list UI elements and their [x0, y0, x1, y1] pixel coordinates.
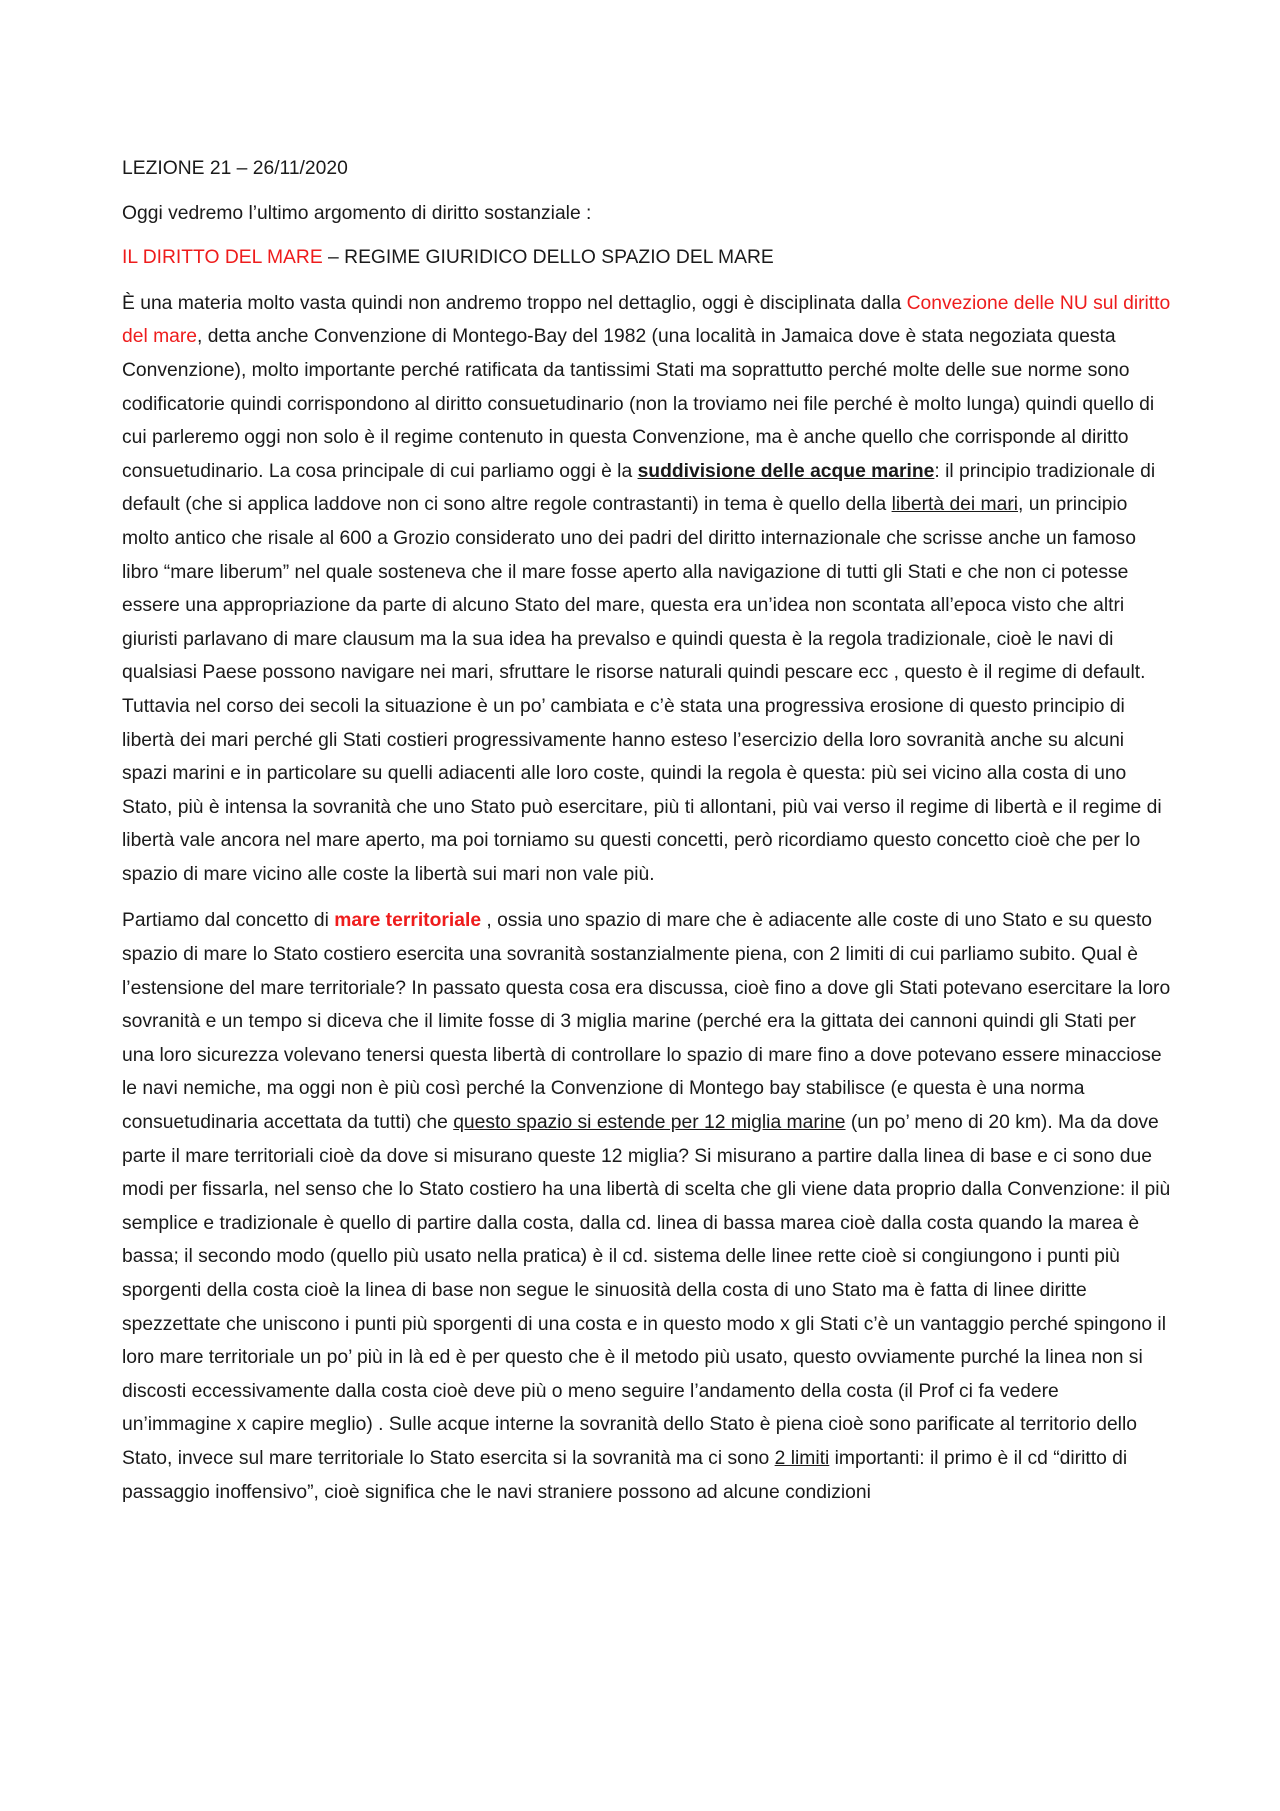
paragraph-1 — [122, 287, 1172, 892]
paragraph-2-text-b: , ossia uno spazio di mare che è adiacente alle coste di uno Stato e su questo spazio di mare lo Stato costiero esercita una sovranità sostanzialmente piena, con 2 limiti di cui parliamo subito. Qual è l’estensione del mare territoriale? In passato questa cosa era discussa, cioè fino a dove gli Stati potevano esercitare la loro sovranità e un tempo si diceva che il limite fosse di 3 miglia marine (perché era la gittata dei cannoni quindi gli Stati per una loro sicurezza volevano tenersi questa libertà di controllare lo spazio di mare fino a dove potevano essere minacciose le navi nemiche, ma oggi non è più così perché la Convenzione di Montego bay stabilisce (e questa è una norma consuetudinaria accettata da tutti) che — [122, 910, 1171, 1134]
document-page — [122, 152, 1172, 1509]
paragraph-2-text-a: Partiamo dal concetto di — [122, 910, 335, 932]
key-term-12-miglia: questo spazio si estende per 12 miglia marine — [453, 1112, 846, 1134]
lesson-header: LEZIONE 21 – 26/11/2020 — [122, 158, 348, 179]
paragraph-1-text-c: : il principio tradizionale di default (che si applica laddove non ci sono altre regole contrastanti) in tema è quello della — [122, 460, 1156, 516]
paragraph-1-text-d: , un principio molto antico che risale al 600 a Grozio considerato uno dei padri del diritto internazionale che scrisse anche un famoso libro “mare liberum” nel quale sosteneva che il mare fosse aperto alla navigazione di tutti gli Stati e che non ci potesse essere una appropriazione da parte di alcuno Stato del mare, questa era un’idea non scontata all’epoca visto che altri giuristi parlavano di mare clausum ma la sua idea ha prevalso e quindi questa è la regola tradizionale, cioè le navi di qualsiasi Paese possono navigare nei mari, sfruttare le risorse naturali quindi pescare ecc , questo è il regime di default. Tuttavia nel corso dei secoli la situazione è un po’ cambiata e c’è stata una progressiva erosione di questo principio di libertà dei mari perché gli Stati costieri progressivamente hanno esteso l’esercizio della loro sovranità anche su alcuni spazi marini e in particolare su quelli adiacenti alle loro coste, quindi la regola è questa: più sei vicino alla costa di uno Stato, più è intensa la sovranità che uno Stato può esercitare, più ti allontani, più vai verso il regime di libertà e il regime di libertà vale ancora nel mare aperto, ma poi torniamo su questi concetti, però ricordiamo questo concetto cioè che per lo spazio di mare vicino alle coste la libertà sui mari non vale più. — [122, 494, 1162, 885]
convention-name: Convezione delle NU sul diritto del mare — [122, 292, 1171, 348]
intro-line: Oggi vedremo l’ultimo argomento di diritto sostanziale : — [122, 202, 592, 224]
key-term-liberta: libertà dei mari — [891, 494, 1019, 516]
section-title — [122, 241, 1172, 275]
title-highlight: IL DIRITTO DEL MARE — [122, 247, 323, 269]
key-term-2-limiti: 2 limiti — [774, 1447, 830, 1469]
paragraph-2-text-d: importanti: il primo è il cd “diritto di passaggio inoffensivo”, cioè significa che le navi straniere possono ad alcune condizioni — [122, 1447, 1128, 1503]
paragraph-1-text-a: È una materia molto vasta quindi non andremo troppo nel dettaglio, oggi è disciplinata dalla — [122, 292, 907, 314]
key-term-mare-territoriale: mare territoriale — [334, 910, 482, 932]
paragraph-1-text-b: , detta anche Convenzione di Montego-Bay del 1982 (una località in Jamaica dove è stata negoziata questa Convenzione), molto importante perché ratificata da tantissimi Stati ma soprattutto perché molte delle sue norme sono codificatorie quindi corrispondono al diritto consuetudinario (non la troviamo nei file perché è molto lunga) quindi quello di cui parleremo oggi non solo è il regime contenuto in questa Convenzione, ma è anche quello che corrisponde al diritto consuetudinario. La cosa principale di cui parliamo oggi è la — [122, 326, 1155, 482]
paragraph-2 — [122, 904, 1172, 1509]
title-rest: – REGIME GIURIDICO DELLO SPAZIO DEL MARE — [322, 247, 774, 269]
key-term-suddivisione: suddivisione delle acque marine — [637, 460, 935, 482]
paragraph-2-text-c: (un po’ meno di 20 km). Ma da dove parte il mare territoriali cioè da dove si misurano queste 12 miglia? Si misurano a partire dalla linea di base e ci sono due modi per fissarla, nel senso che lo Stato costiero ha una libertà di scelta che gli viene data proprio dalla Convenzione: il più semplice e tradizionale è quello di partire dalla costa, dalla cd. linea di bassa marea cioè dalla costa quando la marea è bassa; il secondo modo (quello più usato nella pratica) è il cd. sistema delle linee rette cioè si congiungono i punti più sporgenti della costa cioè la linea di base non segue le sinuosità della costa di uno Stato ma è fatta di linee diritte spezzettate che uniscono i punti più sporgenti di una costa e in questo modo x gli Stati c’è un vantaggio perché spingono il loro mare territoriale un po’ più in là ed è per questo che è il metodo più usato, questo ovviamente purché la linea non si discosti eccessivamente dalla costa cioè deve più o meno seguire l’andamento della costa (il Prof ci fa vedere un’immagine x capire meglio) . Sulle acque interne la sovranità dello Stato è piena cioè sono parificate al territorio dello Stato, invece sul mare territoriale lo Stato esercita si la sovranità ma ci sono — [122, 1112, 1171, 1469]
